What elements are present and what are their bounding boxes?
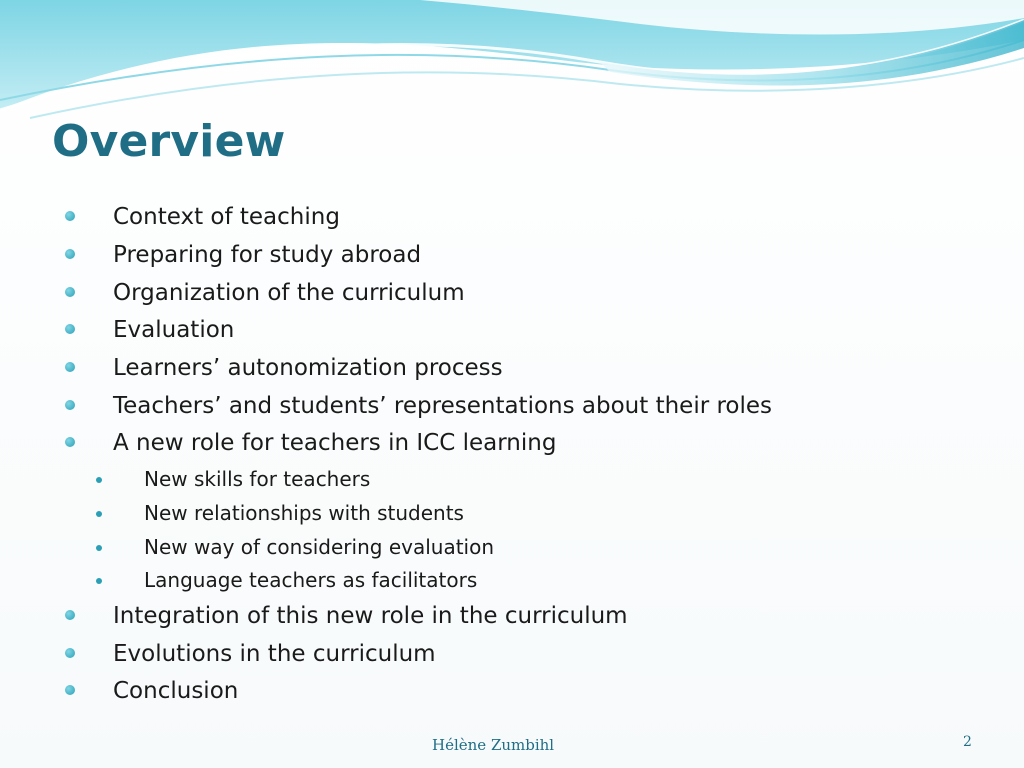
slide-title: Overview — [52, 116, 286, 167]
bullet-icon — [65, 324, 75, 334]
sub-bullet-icon — [96, 477, 102, 483]
list-item-text: Teachers’ and students’ representations about their roles — [113, 393, 773, 419]
sub-list-item-text: New relationships with students — [144, 501, 464, 525]
list-item-text: Evaluation — [113, 317, 235, 343]
list-item — [0, 635, 1024, 673]
list-item — [0, 236, 1024, 274]
bullet-icon — [65, 648, 75, 658]
sub-list-item — [0, 465, 1024, 503]
list-item-text: Integration of this new role in the curriculum — [113, 603, 628, 629]
sub-list-item-text: Language teachers as facilitators — [144, 568, 478, 592]
sub-bullet-icon — [96, 578, 102, 584]
bullet-icon — [65, 610, 75, 620]
list-item — [0, 672, 1024, 710]
list-item — [0, 311, 1024, 349]
sub-list-item-text: New way of considering evaluation — [144, 535, 495, 559]
list-item — [0, 198, 1024, 236]
list-item-text: Learners’ autonomization process — [113, 355, 503, 381]
bullet-icon — [65, 211, 75, 221]
list-item — [0, 274, 1024, 312]
list-item — [0, 387, 1024, 425]
bullet-icon — [65, 249, 75, 259]
sub-list-item — [0, 499, 1024, 537]
list-item-text: Preparing for study abroad — [113, 242, 422, 268]
bullet-icon — [65, 685, 75, 695]
list-item-text: Conclusion — [113, 678, 239, 704]
list-item — [0, 349, 1024, 387]
header-wave-decoration — [0, 0, 1024, 120]
bullet-icon — [65, 362, 75, 372]
sub-list-item-text: New skills for teachers — [144, 467, 371, 491]
bullet-icon — [65, 287, 75, 297]
page-number: 2 — [963, 734, 972, 750]
list-item-text: Organization of the curriculum — [113, 280, 465, 306]
sub-bullet-icon — [96, 545, 102, 551]
bullet-icon — [65, 400, 75, 410]
list-item-text: Context of teaching — [113, 204, 340, 230]
list-item-text: Evolutions in the curriculum — [113, 641, 436, 667]
list-item — [0, 597, 1024, 635]
list-item-text: A new role for teachers in ICC learning — [113, 430, 557, 456]
sub-bullet-icon — [96, 511, 102, 517]
bullet-icon — [65, 437, 75, 447]
footer-author: Hélène Zumbihl — [432, 736, 555, 754]
list-item — [0, 424, 1024, 462]
